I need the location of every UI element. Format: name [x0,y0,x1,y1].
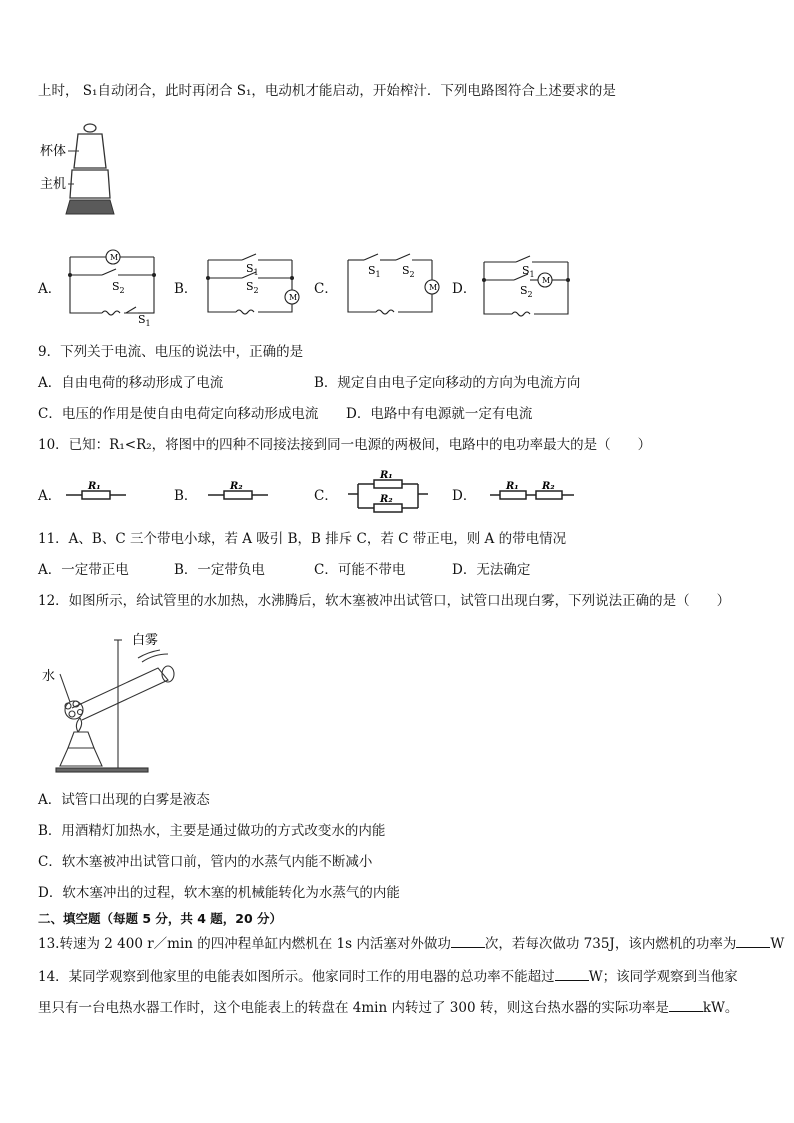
q10-stem: 10．已知：R₁<R₂，将图中的四种不同接法接到同一电源的两极间，电路中的电功率最大的是（ ） [38,437,652,453]
circuit-d [476,254,586,324]
q8-option-c[interactable]: C． [314,281,338,297]
q9-stem: 9．下列关于电流、电压的说法中，正确的是 [38,344,304,360]
test-tube-figure [38,628,188,774]
q11-option-c[interactable]: C．可能不带电 [314,562,406,578]
q10-option-a[interactable]: A． [38,488,62,504]
q12-option-d[interactable]: D．软木塞冲出的过程，软木塞的机械能转化为水蒸气的内能 [38,885,400,901]
svg-text:S2 [112,280,125,295]
svg-text:S2 [246,280,259,295]
switch-label: S [402,264,410,277]
r1-label: R₁ [380,470,393,481]
switch-label: S [246,262,254,275]
switch-subscript: 1 [253,268,259,277]
resistor-series [490,480,576,504]
svg-text:S2 [402,264,415,279]
q11-option-b[interactable]: B．一定带负电 [174,562,265,578]
fog-label: 白雾 [132,633,159,648]
r2-label: R₂ [542,481,555,492]
r2-label: R₂ [380,494,393,505]
svg-text:S1 [246,262,259,277]
answer-blank[interactable] [555,968,589,981]
q8-option-b[interactable]: B． [174,281,198,297]
svg-text:S2 [520,284,533,299]
motor-label: M [289,293,298,302]
section-title: 二、填空题（每题 5 分，共 4 题，20 分） [38,911,283,926]
circuit-a [62,245,162,328]
q8-option-d[interactable]: D． [452,281,477,297]
switch-subscript: 2 [527,290,533,299]
q13-part3: W [770,936,785,952]
circuit-b [200,252,310,322]
q12-stem: 12．如图所示，给试管里的水加热，水沸腾后，软木塞被冲出试管口，试管口出现白雾，下列说法正确的是（ ） [38,593,731,609]
switch-label: S [112,280,120,293]
q9-option-c[interactable]: C．电压的作用是使自由电荷定向移动形成电流 [38,406,319,422]
svg-text:S1 [138,313,151,328]
q9-option-a[interactable]: A．自由电荷的移动形成了电流 [38,375,224,391]
q12-option-a[interactable]: A．试管口出现的白雾是液态 [38,792,210,808]
switch-label: S [246,280,254,293]
q13-part2: 次，若每次做功 735J，该内燃机的功率为 [484,936,737,952]
q10-option-c[interactable]: C． [314,488,338,504]
q9-option-d[interactable]: D．电路中有电源就一定有电流 [346,406,533,422]
switch-subscript: 2 [119,286,125,295]
r1-label: R₁ [506,481,519,492]
q13-text [38,935,784,953]
q10-option-b[interactable]: B． [174,488,198,504]
q14-line1 [38,968,738,986]
resistor-a [66,480,128,504]
motor-label: M [542,276,551,285]
switch-subscript: 1 [145,319,151,328]
q8-option-a[interactable]: A． [38,281,62,297]
q14-part1: 14．某同学观察到他家里的电能表如图所示。他家同时工作的用电器的总功率不能超过 [38,969,555,985]
answer-blank[interactable] [451,935,485,948]
resistor-b [208,480,270,504]
switch-subscript: 2 [409,270,415,279]
juicer-figure [38,122,118,220]
q11-stem: 11．A、B、C 三个带电小球，若 A 吸引 B，B 排斥 C，若 C 带正电，则 A 的带电情况 [38,531,567,547]
q9-option-b[interactable]: B．规定自由电子定向移动的方向为电流方向 [314,375,581,391]
answer-blank[interactable] [736,935,770,948]
cup-label: 杯体 [40,144,67,159]
q14-part3: 里只有一台电热水器工作时，这个电能表上的转盘在 4min 内转过了 300 转，则这台热水器的实际功率是 [38,1000,669,1016]
motor-label: M [110,253,119,262]
switch-label: S [368,264,376,277]
circuit-c [340,250,450,320]
water-label: 水 [42,669,56,684]
svg-text:S1 [368,264,381,279]
motor-label: M [429,283,438,292]
switch-subscript: 1 [375,270,381,279]
svg-text:S1 [522,264,535,279]
switch-subscript: 2 [253,286,259,295]
q8-stem: 上时， S₁自动闭合，此时再闭合 S₁，电动机才能启动，开始榨汁．下列电路图符合上述要求的是 [38,83,616,99]
q13-part1: 13.转速为 2 400 r／min 的四冲程单缸内燃机在 1s 内活塞对外做功 [38,936,451,952]
q10-option-d[interactable]: D． [452,488,477,504]
q11-option-a[interactable]: A．一定带正电 [38,562,129,578]
answer-blank[interactable] [669,999,703,1012]
q12-option-c[interactable]: C．软木塞被冲出试管口前，管内的水蒸气内能不断减小 [38,854,373,870]
q14-line2 [38,999,738,1017]
switch-subscript: 1 [529,270,535,279]
base-label: 主机 [40,177,67,192]
q14-part4: kW。 [702,1000,739,1016]
switch-label: S [138,313,146,326]
q11-option-d[interactable]: D．无法确定 [452,562,531,578]
r2-label: R₂ [230,481,243,492]
q12-option-b[interactable]: B．用酒精灯加热水，主要是通过做功的方式改变水的内能 [38,823,386,839]
switch-label: S [522,264,530,277]
r1-label: R₁ [88,481,101,492]
q14-part2: W；该同学观察到当他家 [588,969,738,985]
resistor-parallel [348,468,430,520]
switch-label: S [520,284,528,297]
